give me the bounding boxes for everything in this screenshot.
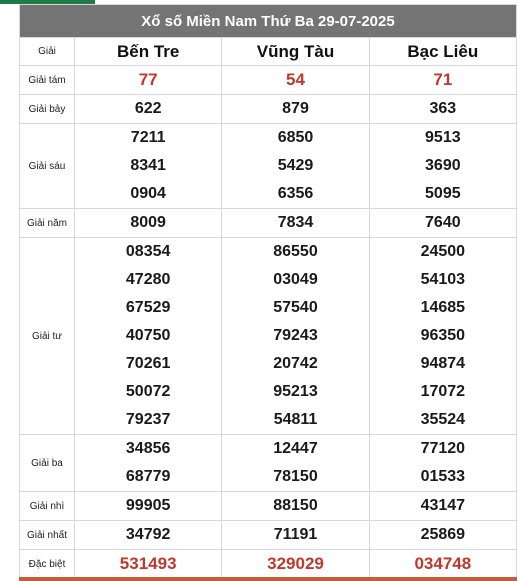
result-cell — [222, 209, 369, 238]
result-number: 77120 — [420, 440, 466, 457]
prize-label: Giải năm — [20, 209, 75, 238]
result-number: 77 — [138, 70, 158, 89]
result-cell — [222, 95, 369, 124]
result-cell — [75, 492, 222, 521]
prize-label: Giải nhất — [20, 521, 75, 550]
result-cell — [75, 124, 222, 209]
result-cell — [369, 521, 516, 550]
result-number: 20742 — [273, 355, 318, 372]
result-number: 6850 — [277, 129, 314, 146]
result-number: 34856 — [125, 440, 171, 457]
result-number: 47280 — [125, 271, 171, 288]
result-number: 70261 — [125, 355, 171, 372]
result-number: 9513 — [425, 129, 461, 146]
result-cell — [222, 435, 369, 492]
result-cell — [222, 492, 369, 521]
result-number: 8009 — [130, 214, 166, 231]
result-cell — [222, 550, 369, 579]
result-number: 6356 — [277, 185, 314, 202]
result-number: 54103 — [420, 271, 466, 288]
result-number: 25869 — [420, 526, 466, 543]
result-cell — [222, 521, 369, 550]
result-number: 88150 — [273, 497, 318, 514]
result-number: 5429 — [277, 157, 314, 174]
result-number: 5095 — [425, 185, 461, 202]
result-cell — [369, 66, 516, 95]
bottom-bar — [19, 577, 517, 581]
result-number: 7834 — [277, 214, 314, 231]
prize-row-nhi — [20, 492, 517, 521]
title-row — [20, 5, 517, 38]
result-number: 12447 — [273, 440, 318, 457]
result-number: 54 — [286, 70, 305, 89]
prize-row-sau — [20, 124, 517, 209]
result-cell — [369, 492, 516, 521]
result-number: 71 — [433, 70, 453, 89]
prize-row-ba — [20, 435, 517, 492]
prize-row-tam — [20, 66, 517, 95]
result-number: 03049 — [273, 271, 318, 288]
result-number: 95213 — [273, 383, 318, 400]
result-number: 3690 — [425, 157, 461, 174]
result-number: 99905 — [125, 497, 171, 514]
prize-row-db — [20, 550, 517, 579]
province-header-bac-lieu[interactable]: Bạc Liêu — [369, 38, 516, 66]
result-number: 68779 — [125, 468, 171, 485]
result-number: 034748 — [414, 554, 472, 573]
result-cell — [369, 238, 516, 435]
result-number: 79237 — [125, 411, 171, 428]
result-number: 7640 — [425, 214, 461, 231]
prize-row-nhat — [20, 521, 517, 550]
result-number: 34792 — [125, 526, 171, 543]
result-number: 40750 — [125, 327, 171, 344]
prize-label: Giải nhì — [20, 492, 75, 521]
result-number: 14685 — [420, 299, 466, 316]
result-cell — [75, 95, 222, 124]
result-number: 67529 — [125, 299, 171, 316]
prize-label: Giải bảy — [20, 95, 75, 124]
result-number: 79243 — [273, 327, 318, 344]
header-row — [20, 38, 517, 66]
result-number: 57540 — [273, 299, 318, 316]
result-cell — [75, 238, 222, 435]
result-number: 86550 — [273, 243, 318, 260]
result-cell — [369, 209, 516, 238]
prize-row-nam — [20, 209, 517, 238]
prize-label: Giải sáu — [20, 124, 75, 209]
result-number: 71191 — [273, 526, 318, 543]
result-cell — [369, 435, 516, 492]
result-cell — [369, 95, 516, 124]
result-cell — [369, 124, 516, 209]
result-number: 35524 — [420, 411, 466, 428]
result-number: 08354 — [125, 243, 171, 260]
result-cell — [75, 521, 222, 550]
result-number: 8341 — [130, 157, 166, 174]
result-number: 94874 — [420, 355, 466, 372]
result-number: 24500 — [420, 243, 466, 260]
result-cell — [75, 435, 222, 492]
prize-row-bay — [20, 95, 517, 124]
result-number: 54811 — [273, 411, 318, 428]
result-cell — [75, 550, 222, 579]
province-header-vung-tau[interactable]: Vũng Tàu — [222, 38, 369, 66]
prize-column-header: Giải — [20, 38, 75, 66]
result-number: 7211 — [130, 129, 166, 146]
result-number: 01533 — [420, 468, 466, 485]
result-cell — [75, 66, 222, 95]
result-number: 17072 — [420, 383, 466, 400]
result-number: 78150 — [273, 468, 318, 485]
result-number: 50072 — [125, 383, 171, 400]
result-number: 329029 — [267, 554, 324, 573]
result-number: 0904 — [130, 185, 166, 202]
result-number: 531493 — [119, 554, 177, 573]
result-number: 96350 — [420, 327, 466, 344]
result-cell — [222, 66, 369, 95]
result-cell — [369, 550, 516, 579]
prize-label: Giải ba — [20, 435, 75, 492]
province-header-ben-tre[interactable]: Bến Tre — [75, 38, 222, 66]
result-cell — [222, 238, 369, 435]
page-title: Xổ số Miền Nam Thứ Ba 29-07-2025 — [20, 5, 517, 38]
prize-row-tu — [20, 238, 517, 435]
prize-rows — [20, 66, 517, 579]
prize-label: Giải tám — [20, 66, 75, 95]
result-number: 363 — [429, 100, 457, 117]
prize-label: Giải tư — [20, 238, 75, 435]
result-number: 43147 — [420, 497, 466, 514]
result-cell — [222, 124, 369, 209]
lottery-results-table — [19, 4, 517, 579]
result-number: 622 — [134, 100, 162, 117]
prize-label: Đặc biệt — [20, 550, 75, 579]
result-number: 879 — [282, 100, 309, 117]
result-cell — [75, 209, 222, 238]
